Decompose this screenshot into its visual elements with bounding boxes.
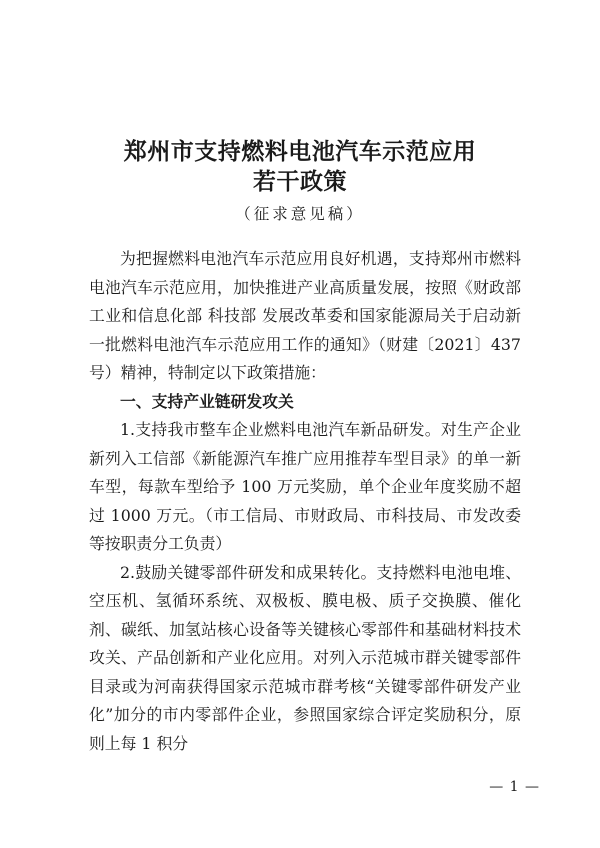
- document-body: [89, 245, 521, 758]
- document-title-line2: 若干政策: [253, 169, 347, 195]
- section-heading-1: 一、支持产业链研发攻关: [120, 391, 294, 411]
- policy-item-1: 1.支持我市整车企业燃料电池汽车新品研发。对生产企业新列入工信部《新能源汽车推广应用推荐车型目录》的单一新车型，每款车型给予 100 万元奖励，单个企业年度奖励不超过 1000 万元。（市工信局、市财政局、市科技局、市发改委等按职责分工负责）: [89, 420, 521, 553]
- document-subtitle: （征求意见稿）: [235, 205, 365, 223]
- document-title-line1: 郑州市支持燃料电池汽车示范应用: [123, 139, 477, 165]
- policy-item-2: 2.鼓励关键零部件研发和成果转化。支持燃料电池电堆、空压机、氢循环系统、双极板、膜电极、质子交换膜、催化剂、碳纸、加氢站核心设备等关键核心零部件和基础材料技术攻关、产品创新和产业化应用。对列入示范城市群关键零部件目录或为河南获得国家示范城市群考核“关键零部件研发产业化”加分的市内零部件企业，参照国家综合评定奖励积分，原则上每 1 积分: [89, 562, 521, 753]
- intro-paragraph: 为把握燃料电池汽车示范应用良好机遇，支持郑州市燃料电池汽车示范应用，加快推进产业高质量发展，按照《财政部 工业和信息化部 科技部 发展改革委和国家能源局关于启动新一批燃料电池汽车示范应用工作的通知》（财建〔2021〕437 号）精神，特制定以下政策措施：: [89, 249, 521, 382]
- page-number: — 1 —: [489, 779, 540, 795]
